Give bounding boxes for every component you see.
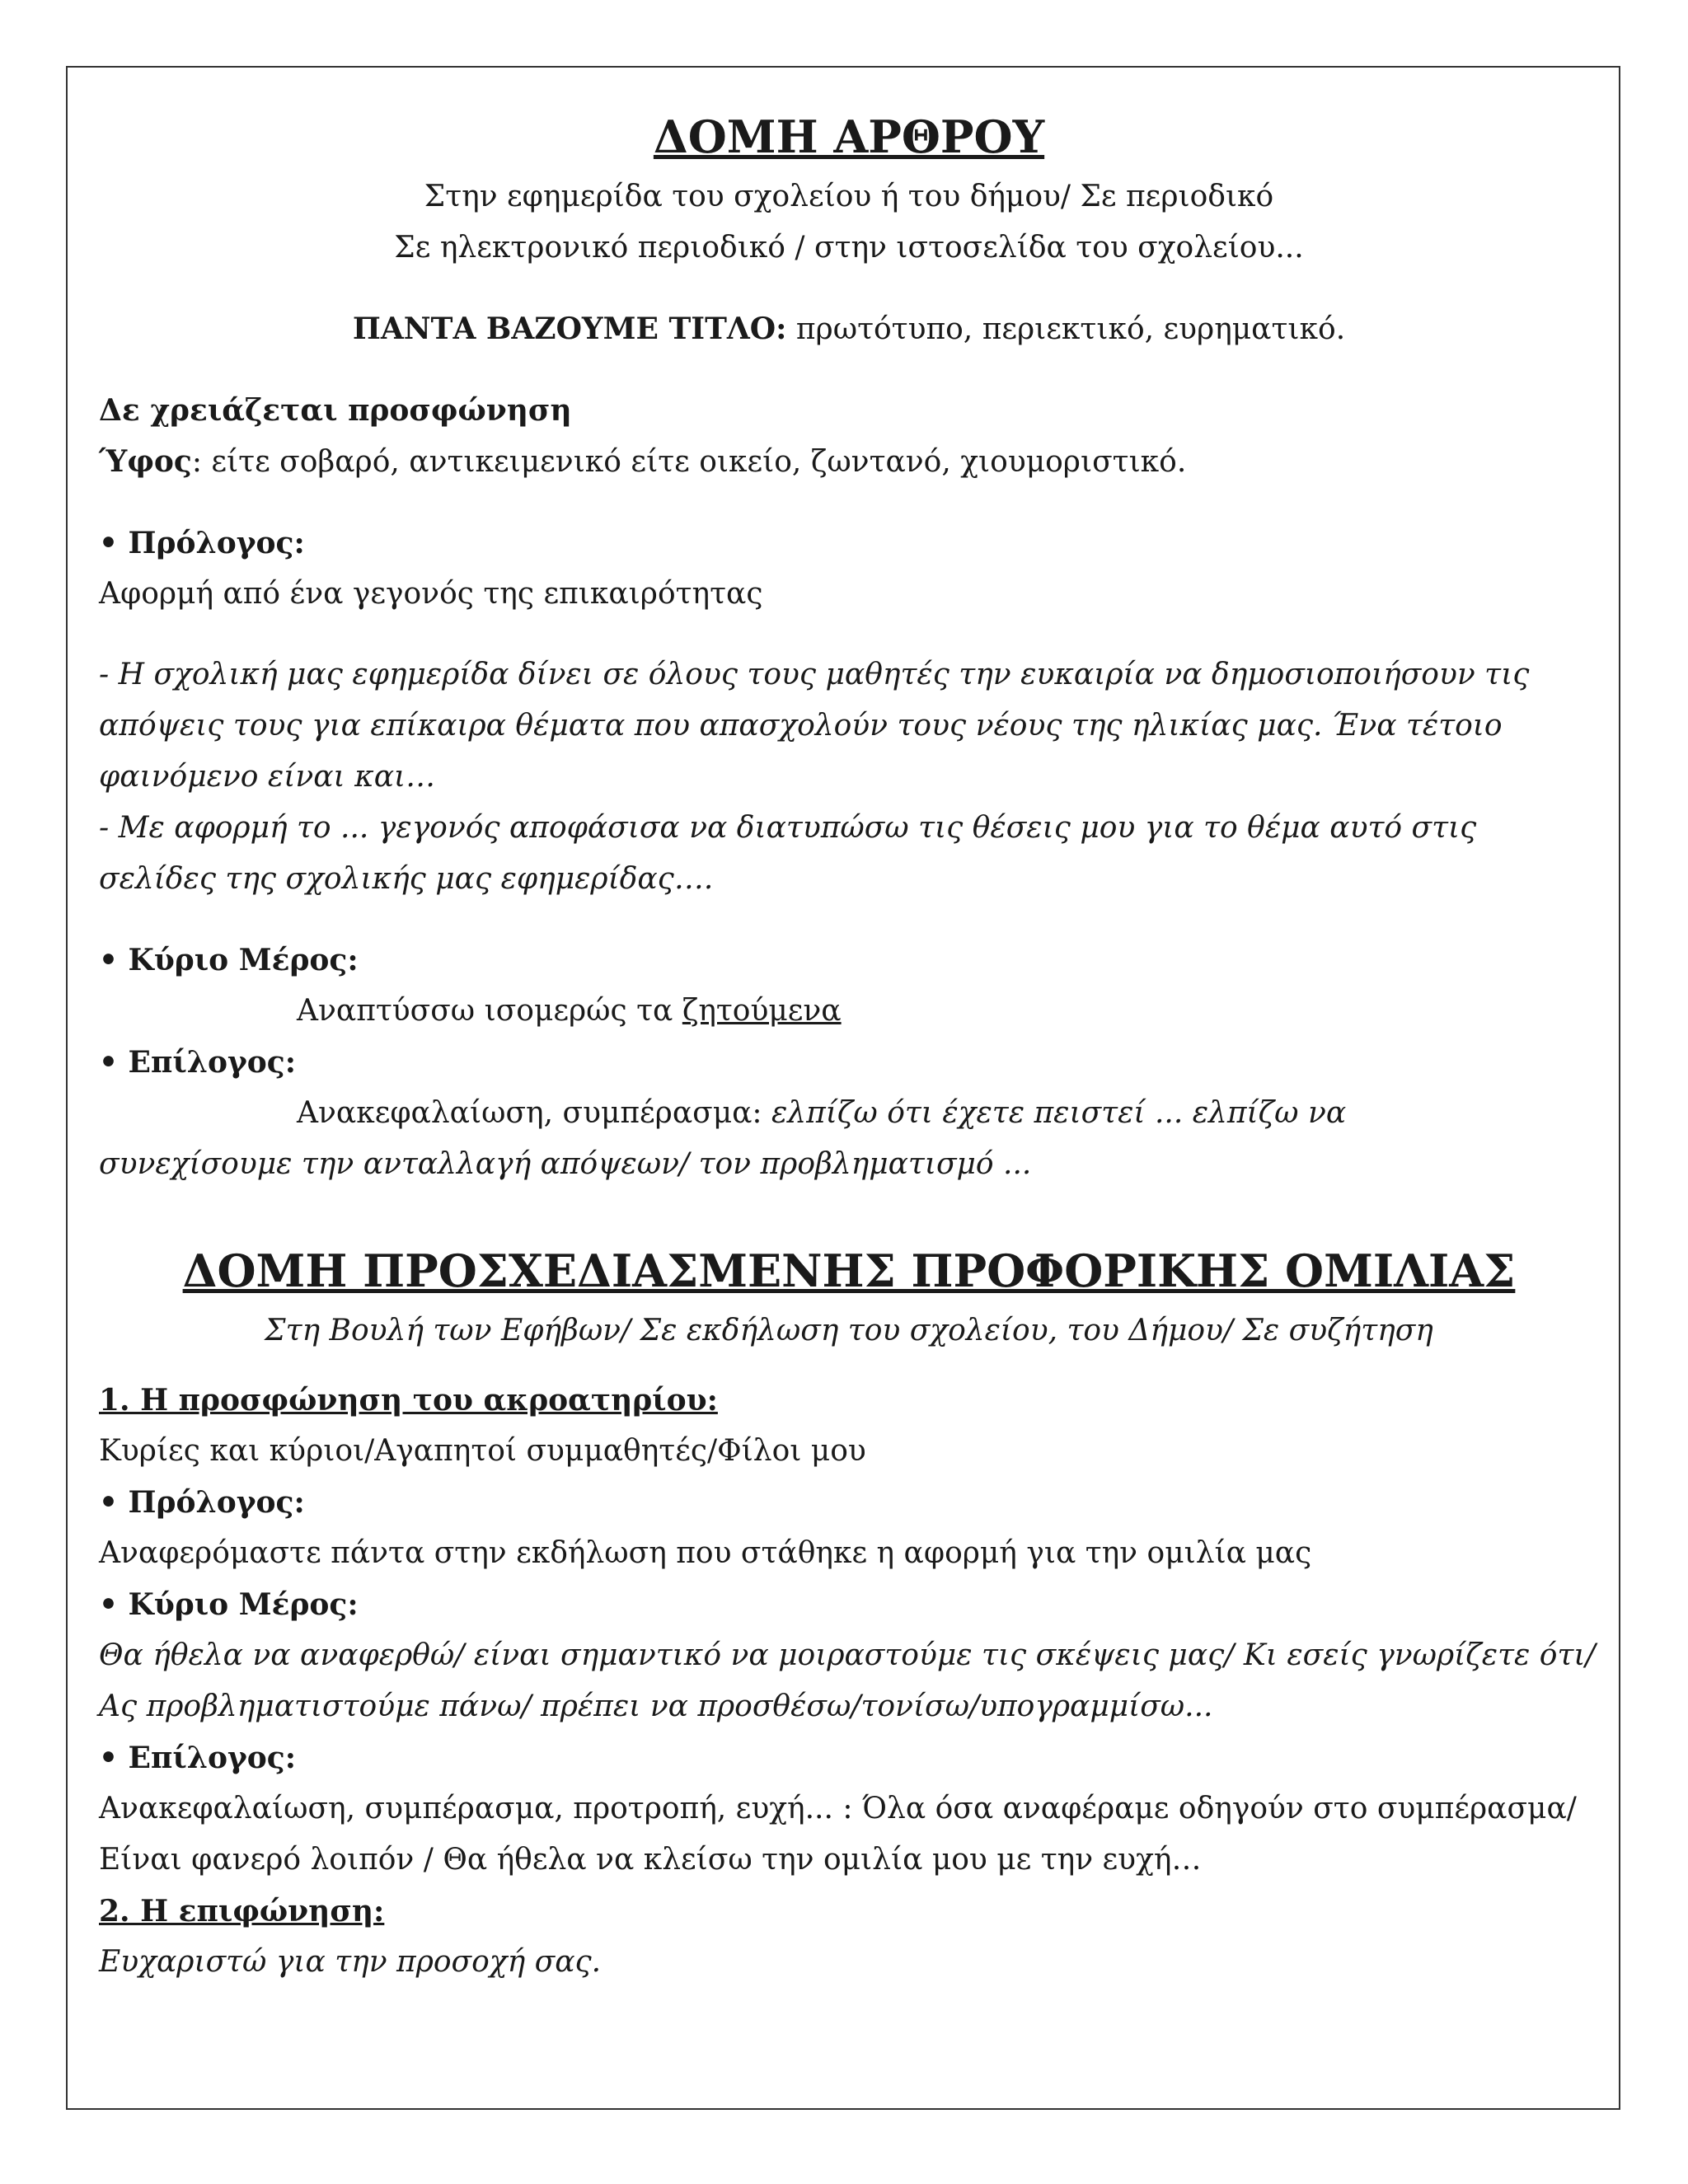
speech-epilogue-heading: • Επίλογος:	[99, 1741, 296, 1775]
title-rule	[99, 303, 1599, 355]
article-epilogue-regular: Ανακεφαλαίωση, συμπέρασμα:	[297, 1096, 771, 1130]
speech-title: ΔΟΜΗ ΠΡΟΣΧΕΔΙΑΣΜΕΝΗΣ ΠΡΟΦΟΡΙΚΗΣ ΟΜΙΛΙΑΣ	[182, 1244, 1516, 1297]
speech-epilogue-text: Ανακεφαλαίωση, συμπέρασμα, προτροπή, ευχή... : Όλα όσα αναφέραμε οδηγούν στο συμπέρασμα/Είναι φανερό λοιπόν / Θα ήθελα να κλείσω την ομιλία μου με την ευχή…	[99, 1792, 1577, 1877]
style-text: : είτε σοβαρό, αντικειμενικό είτε οικείο, ζωντανό, χιουμοριστικό.	[191, 445, 1187, 479]
speech-exclamation-heading: 2. Η επιφώνηση:	[99, 1894, 385, 1929]
article-epilogue-italic-1: ελπίζω ότι έχετε πειστεί ... ελπίζω να	[771, 1096, 1347, 1130]
speech-prologue-text: Αναφερόμαστε πάντα στην εκδήλωση που στάθηκε η αφορμή για την ομιλία μας	[99, 1536, 1312, 1570]
article-example-2: - Με αφορμή το ... γεγονός αποφάσισα να διατυπώσω τις θέσεις μου για το θέμα αυτό στις σελίδες της σχολικής μας εφημερίδας….	[99, 811, 1477, 896]
speech-subtitle: Στη Βουλή των Εφήβων/ Σε εκδήλωση του σχολείου, του Δήμου/ Σε συζήτηση	[265, 1314, 1433, 1347]
document-body	[99, 99, 1599, 1988]
article-main-text-prefix: Αναπτύσσω ισομερώς τα	[297, 994, 682, 1028]
article-main-text-underlined: ζητούμενα	[682, 994, 842, 1028]
speech-exclamation-text: Ευχαριστώ για την προσοχή σας.	[99, 1945, 602, 1979]
article-title: ΔΟΜΗ ΑΡΘΡΟΥ	[653, 110, 1045, 163]
style-line	[99, 436, 1599, 488]
style-label: Ύφος	[99, 444, 192, 479]
speech-main-heading: • Κύριο Μέρος:	[99, 1587, 359, 1622]
article-example-1: - Η σχολική μας εφημερίδα δίνει σε όλους τους μαθητές την ευκαιρία να δημοσιοποιήσουν τις απόψεις τους για επίκαιρα θέματα που απασχολούν τους νέους της ηλικίας μας. Ένα τέτοιο φαινόμενο είναι και…	[99, 658, 1530, 794]
article-subtitle-2: Σε ηλεκτρονικό περιοδικό / στην ιστοσελίδα του σχολείου...	[394, 231, 1304, 265]
article-epilogue-heading: • Επίλογος:	[99, 1045, 296, 1080]
speech-prologue-heading: • Πρόλογος:	[99, 1485, 305, 1520]
article-main-heading: • Κύριο Μέρος:	[99, 943, 359, 977]
no-address-note: Δε χρειάζεται προσφώνηση	[99, 393, 572, 428]
speech-address-heading: 1. Η προσφώνηση του ακροατηρίου:	[99, 1383, 718, 1418]
article-subtitle-1: Στην εφημερίδα του σχολείου ή του δήμου/ Σε περιοδικό	[424, 180, 1274, 213]
article-epilogue-line-2: συνεχίσουμε την ανταλλαγή απόψεων/ τον προβληματισμό ...	[99, 1147, 1032, 1181]
article-prologue-heading: • Πρόλογος:	[99, 526, 305, 560]
article-epilogue-line-1	[99, 1088, 1599, 1139]
title-rule-text: πρωτότυπο, περιεκτικό, ευρηματικό.	[786, 312, 1346, 346]
article-prologue-text: Αφορμή από ένα γεγονός της επικαιρότητας	[99, 577, 763, 611]
article-main-text	[99, 986, 1599, 1037]
speech-address-text: Κυρίες και κύριοι/Αγαπητοί συμμαθητές/Φίλοι μου	[99, 1434, 866, 1468]
speech-main-text: Θα ήθελα να αναφερθώ/ είναι σημαντικό να μοιραστούμε τις σκέψεις μας/ Κι εσείς γνωρίζετε ότι/ Ας προβληματιστούμε πάνω/ πρέπει να προσθέσω/τονίσω/υπογραμμίσω...	[99, 1638, 1596, 1723]
title-rule-label: ΠΑΝΤΑ ΒΑΖΟΥΜΕ ΤΙΤΛΟ:	[352, 312, 787, 346]
